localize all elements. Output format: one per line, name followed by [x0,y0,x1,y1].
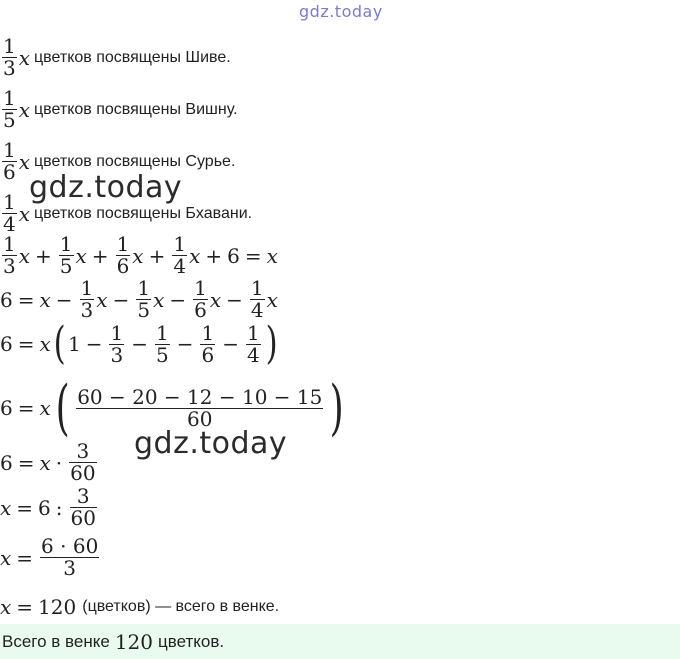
answer-box [0,624,680,659]
numerator: 1 [116,232,130,256]
statement-text: цветков посвящены Сурье. [34,152,236,170]
numerator: 1 [110,320,124,345]
fraction [246,320,261,367]
numerator: 1 [3,190,16,214]
numerator: 1 [194,276,207,300]
numerator: 1 [59,232,73,256]
number: 1 [67,332,81,356]
denominator: 60 [70,506,96,530]
left-parenthesis: ( [53,318,66,369]
minus-sign: − [131,332,148,356]
plus-sign: + [205,243,223,268]
fraction [172,234,187,277]
variable: x [18,149,31,174]
variable: x [96,287,108,312]
numerator: 1 [173,232,187,256]
fraction [76,384,323,431]
fraction [59,234,74,277]
denominator: 6 [116,254,130,278]
equation-sum [0,234,278,277]
right-parenthesis: ) [265,318,278,369]
numerator: 1 [3,86,16,110]
variable: x [39,287,51,312]
denominator: 3 [3,254,16,278]
plus-sign: + [35,243,52,268]
denominator: 5 [137,298,151,322]
equals-sign: = [17,450,35,475]
denominator: 6 [201,342,215,367]
variable: x [189,243,201,268]
numerator: 1 [201,320,215,345]
numerator: 3 [76,484,90,508]
variable: x [39,396,51,420]
statement-bhavani [0,192,252,235]
denominator: 5 [155,342,169,367]
numerator: 1 [80,276,94,300]
equals-sign: = [17,396,35,420]
equation-difference [0,278,278,321]
fraction [109,320,124,367]
variable: x [18,201,31,226]
minus-sign: − [112,287,130,312]
denominator: 3 [40,557,99,579]
denominator: 6 [3,160,16,184]
denominator: 4 [246,342,260,367]
numerator: 1 [3,34,16,58]
numerator: 1 [137,276,151,300]
result-text: (цветков) — всего в венке. [82,598,280,615]
variable: x [266,243,278,268]
numerator: 1 [155,320,169,345]
answer-suffix: цветков. [158,631,225,651]
fraction [2,140,17,183]
variable: x [209,287,222,312]
fraction [80,278,95,321]
equation-result-fraction [0,536,101,579]
equals-sign: = [17,332,35,356]
fraction [2,36,17,79]
denominator: 3 [80,298,94,322]
denominator: 6 [194,298,207,322]
fraction [155,320,170,367]
numerator: 60 − 20 − 12 − 10 − 15 [77,384,323,409]
number: 6 [0,396,13,420]
variable: x [39,332,51,356]
minus-sign: − [85,332,103,356]
numerator: 1 [246,320,260,345]
minus-sign: − [55,287,73,312]
denominator: 60 [76,408,323,430]
number: 6 [0,332,13,356]
number: 6 [0,287,13,312]
denominator: 3 [3,56,16,80]
minus-sign: − [176,332,194,356]
minus-sign: − [169,287,187,312]
denominator: 60 [70,461,96,485]
watermark-middle: gdz.today [29,170,183,205]
answer-prefix: Всего в венке [2,631,110,651]
variable: x [0,545,12,570]
equals-sign: = [16,595,34,619]
fraction [200,320,215,367]
numerator: 1 [3,138,16,162]
statement-shiva [0,36,231,79]
statement-vishnu [0,88,238,131]
fraction [2,192,17,235]
equation-division [0,486,99,529]
variable: x [39,450,51,475]
variable: x [0,495,12,520]
denominator: 3 [110,342,124,367]
watermark-top: gdz.today [299,2,383,21]
equation-factored [0,318,280,369]
denominator: 4 [173,254,187,278]
denominator: 4 [3,212,16,236]
fraction [2,234,17,277]
numerator: 3 [76,439,90,463]
result-value: 120 [38,595,77,619]
plus-sign: + [91,243,109,268]
variable: x [266,287,278,312]
equals-sign: = [17,287,35,312]
equation-final [0,595,279,619]
equation-product [0,441,99,484]
variable: x [153,287,165,312]
variable: x [18,243,31,268]
fraction [70,486,97,529]
equals-sign: = [16,495,34,520]
dot-operator: · [55,450,63,475]
equals-sign: = [16,545,34,570]
number: 6 [38,495,51,520]
variable: x [18,45,31,70]
variable: x [75,243,87,268]
number: 6 [227,243,240,268]
fraction [2,88,17,131]
variable: x [18,97,31,122]
minus-sign: − [226,287,243,312]
left-parenthesis: ( [55,373,70,443]
fraction [250,278,265,321]
equals-sign: = [244,243,262,268]
numerator: 1 [3,232,16,256]
denominator: 4 [250,298,264,322]
fraction [69,441,96,484]
right-parenthesis: ) [330,373,345,443]
watermark-lower: gdz.today [134,426,288,461]
numerator: 1 [250,276,264,300]
answer-value: 120 [114,629,154,654]
plus-sign: + [148,243,166,268]
number: 6 [0,450,13,475]
statement-text: цветков посвящены Бхавани. [34,204,253,222]
statement-text: цветков посвящены Вишну. [34,100,238,118]
fraction [136,278,151,321]
colon-operator: : [55,495,63,520]
minus-sign: − [222,332,239,356]
denominator: 5 [3,108,16,132]
fraction [40,536,99,579]
denominator: 5 [59,254,73,278]
statement-text: цветков посвящены Шиве. [34,48,231,66]
fraction [193,278,208,321]
numerator: 6 · 60 [41,534,99,558]
fraction [116,234,131,277]
variable: x [132,243,144,268]
variable: x [0,595,12,619]
